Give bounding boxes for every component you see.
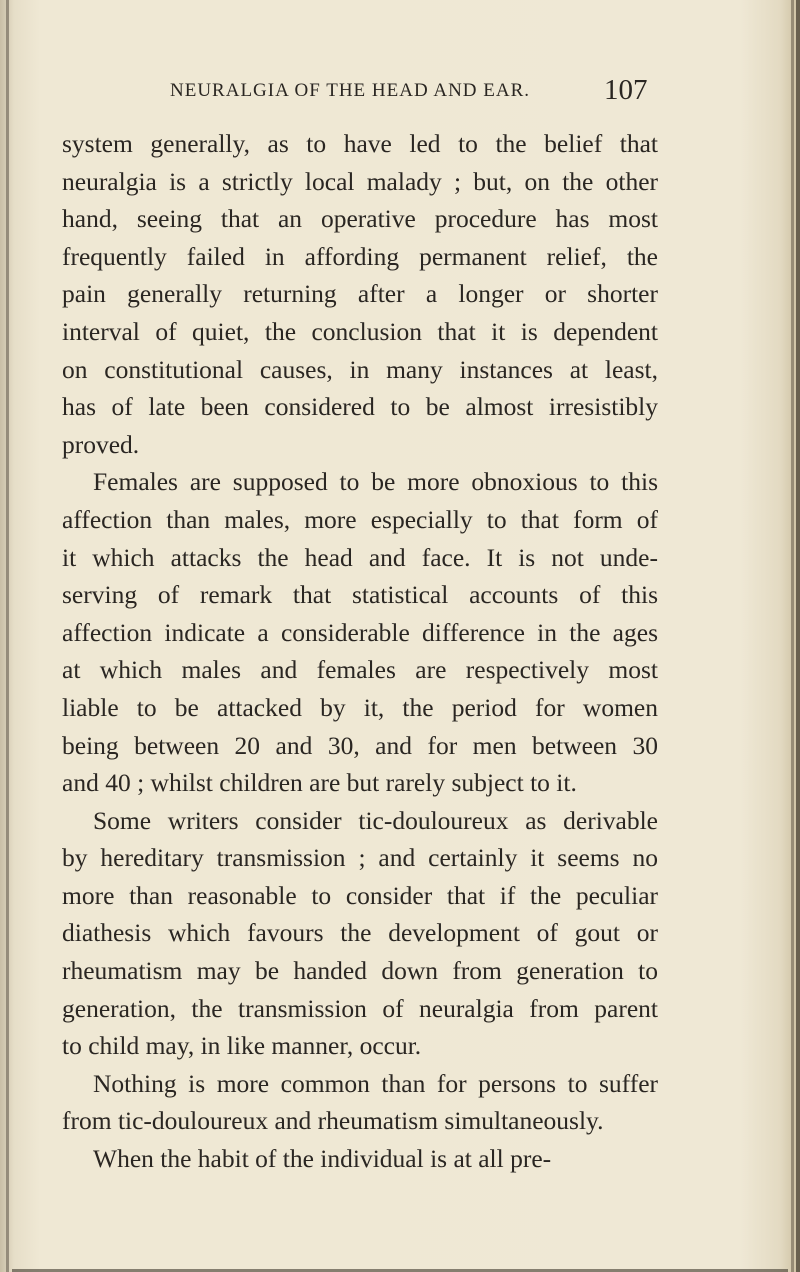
page-edge-left xyxy=(6,0,9,1272)
text-line: more than reasonable to consider that if the peculiar xyxy=(62,880,658,910)
text-line: system generally, as to have led to the belief that xyxy=(62,129,658,158)
text-line: hand, seeing that an operative procedure has most xyxy=(62,204,658,234)
page-number: 107 xyxy=(604,74,648,106)
body-text xyxy=(62,125,658,1178)
text-line: serving of remark that statistical accounts of this xyxy=(62,580,658,610)
text-line: pain generally returning after a longer or shorter xyxy=(62,279,658,309)
text-line: and 40 ; whilst children are but rarely subject to it. xyxy=(62,768,577,798)
text-line: proved. xyxy=(62,429,140,459)
text-line: by hereditary transmission ; and certainly it seems no xyxy=(62,843,658,873)
text-line: generation, the transmission of neuralgia from parent xyxy=(62,993,658,1023)
text-line: it which attacks the head and face. It is not unde- xyxy=(62,542,658,572)
text-line: Some writers consider tic-douloureux as derivable xyxy=(93,805,658,835)
text-line: Nothing is more common than for persons to suffer xyxy=(93,1068,658,1098)
text-line: being between 20 and 30, and for men between 30 xyxy=(62,730,658,760)
text-line: affection indicate a considerable difference in the ages xyxy=(62,617,658,647)
text-line: frequently failed in affording permanent relief, the xyxy=(62,241,658,271)
text-line: at which males and females are respectively most xyxy=(62,655,658,685)
text-line: on constitutional causes, in many instances at least, xyxy=(62,354,658,384)
text-line: neuralgia is a strictly local malady ; but, on the other xyxy=(62,166,658,196)
page-edge-right xyxy=(791,0,794,1272)
text-line: affection than males, more especially to that form of xyxy=(62,504,658,534)
text-line: has of late been considered to be almost irresistibly xyxy=(62,392,658,422)
text-line: diathesis which favours the development of gout or xyxy=(62,918,658,948)
text-line: from tic-douloureux and rheumatism simultaneously. xyxy=(62,1106,604,1136)
text-line: interval of quiet, the conclusion that it is dependent xyxy=(62,316,658,346)
text-line: Females are supposed to be more obnoxious to this xyxy=(93,467,658,497)
text-line: to child may, in like manner, occur. xyxy=(62,1031,422,1061)
page-edge-right-shadow xyxy=(796,0,800,1272)
running-head: NEURALGIA OF THE HEAD AND EAR. xyxy=(170,80,531,101)
text-line: When the habit of the individual is at all pre- xyxy=(93,1144,552,1174)
text-line: rheumatism may be handed down from generation to xyxy=(62,956,658,986)
text-line: liable to be attacked by it, the period for women xyxy=(62,692,658,722)
